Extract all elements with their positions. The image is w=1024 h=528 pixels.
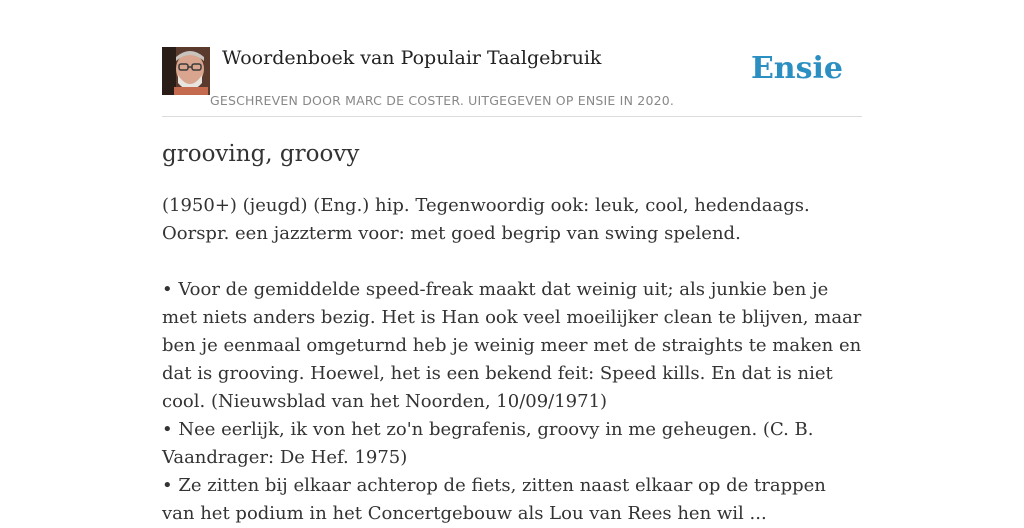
author-byline: GESCHREVEN DOOR MARC DE COSTER. UITGEGEVEN OP ENSIE IN 2020. <box>210 93 675 108</box>
entry-quote: • Voor de gemiddelde speed-freak maakt dat weinig uit; als junkie ben je met niets anders bezig. Het is Han ook veel moeilijker clean te blijven, maar ben je eenmaal omgeturnd heb je weinig meer met de straights te maken en dat is grooving. Hoewel, het is een bekend feit: Speed kills. En dat is niet cool. (Nieuwsblad van het Noorden, 10/09/1971) <box>162 279 862 412</box>
author-portrait-icon <box>162 47 210 95</box>
entry-title: grooving, groovy <box>162 141 360 167</box>
entry-quote: • Nee eerlijk, ik von het zo'n begrafenis, groovy in me geheugen. (C. B. Vaandrager: De Hef. 1975) <box>162 419 814 468</box>
entry-body <box>162 192 862 528</box>
author-avatar[interactable] <box>162 47 210 95</box>
dictionary-header <box>162 45 862 117</box>
paragraph-spacer <box>162 248 862 276</box>
dictionary-title-link[interactable]: Woordenboek van Populair Taalgebruik <box>222 47 602 69</box>
entry-quote: • Ze zitten bij elkaar achterop de fiets, zitten naast elkaar op de trappen van het podium in het Concertgebouw als Lou van Rees hen wil ... <box>162 475 826 524</box>
entry-definition: (1950+) (jeugd) (Eng.) hip. Tegenwoordig ook: leuk, cool, hedendaags. Oorspr. een jazzterm voor: met goed begrip van swing spelend. <box>162 195 810 244</box>
ensie-logo-link[interactable]: Ensie <box>750 51 843 86</box>
